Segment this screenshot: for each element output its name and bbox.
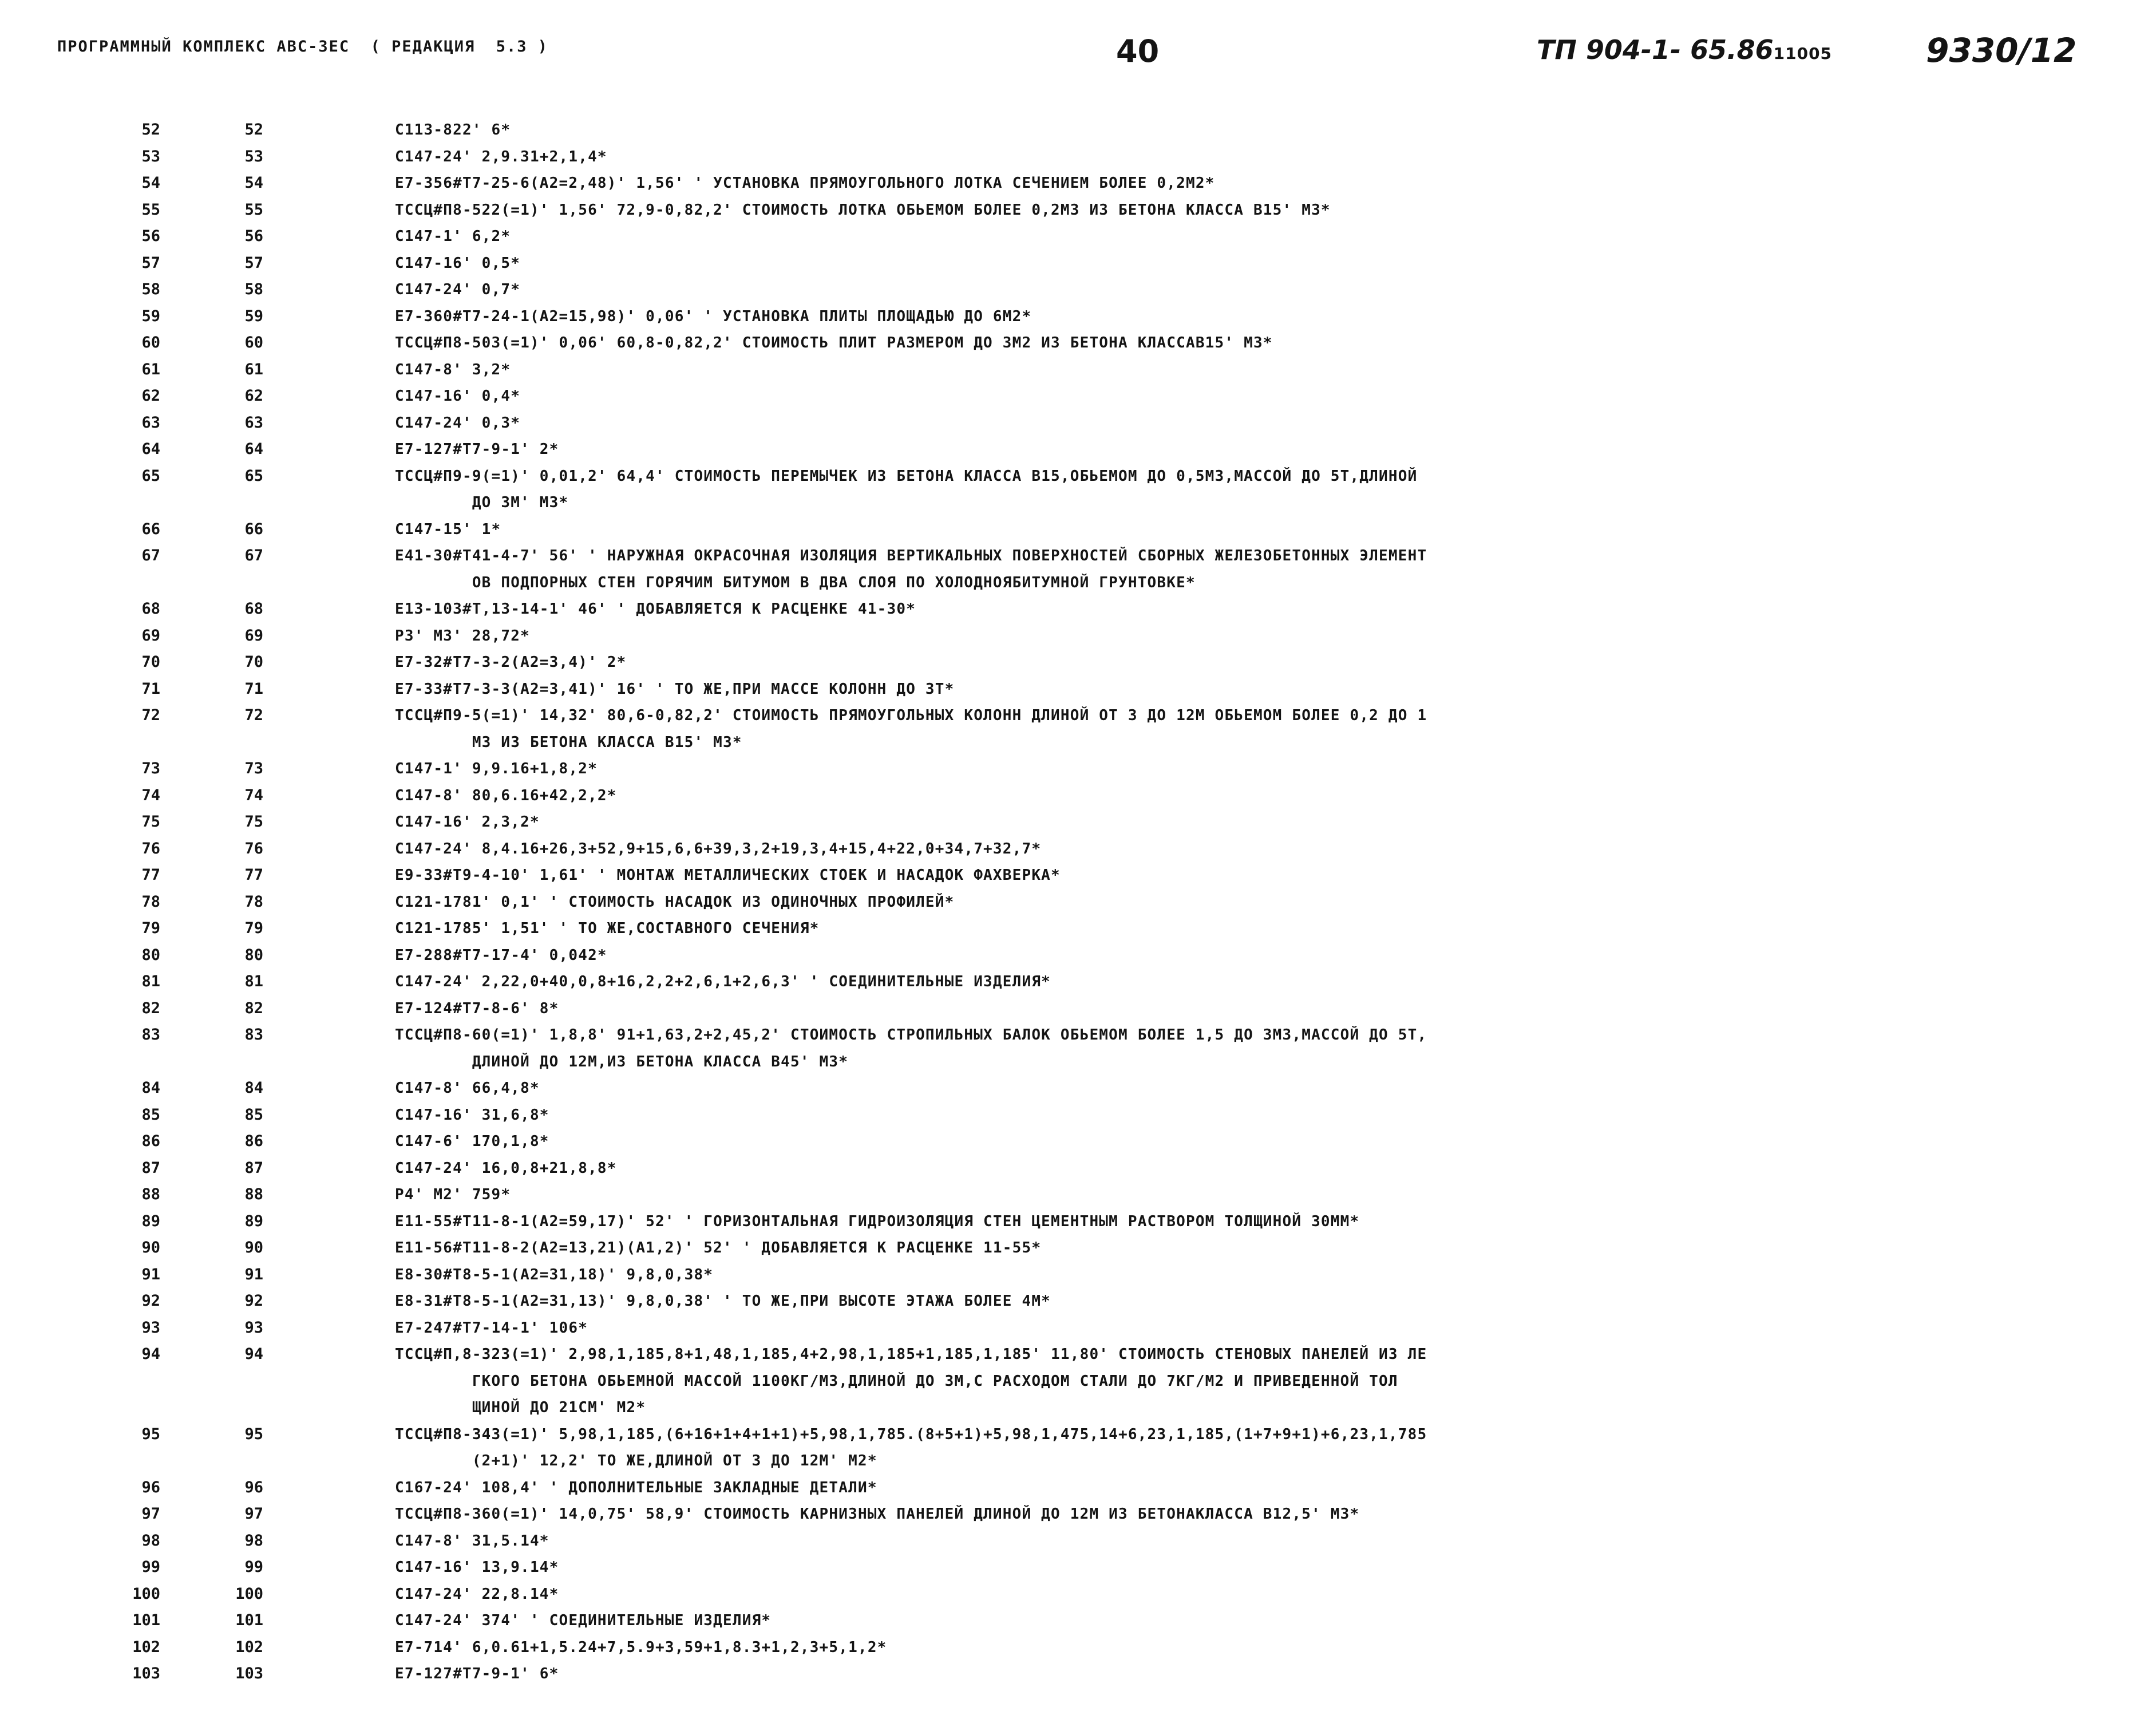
row-number: 89	[141, 1212, 160, 1230]
row-text-line: Е7-714' 6,0.61+1,5.24+7,5.9+3,59+1,8.3+1,2,3+5,1,2*	[395, 1638, 887, 1656]
row-text-line: ТССЦ#П9-9(=1)' 0,01,2' 64,4' СТОИМОСТЬ ПЕРЕМЫЧЕК ИЗ БЕТОНА КЛАССА В15,ОБЬЕМОМ ДО 0,5М3,МАССОЙ ДО 5Т,ДЛИНОЙ	[395, 467, 1418, 485]
listing-row	[0, 942, 2156, 969]
row-text	[395, 1262, 2112, 1289]
listing-row	[0, 1475, 2156, 1501]
row-seq-number: 76	[244, 839, 263, 858]
row-seq-number: 91	[244, 1265, 263, 1283]
row-text	[395, 410, 2112, 437]
row-text-line: С147-8' 3,2*	[395, 361, 511, 378]
row-seq-number: 99	[244, 1558, 263, 1576]
row-text-line: ТССЦ#П9-5(=1)' 14,32' 80,6-0,82,2' СТОИМОСТЬ ПРЯМОУГОЛЬНЫХ КОЛОНН ДЛИНОЙ ОТ 3 ДО 12М ОБЬЕМОМ БОЛЕЕ 0,2 ДО 1	[395, 707, 1427, 724]
listing-row	[0, 543, 2156, 596]
row-number: 60	[141, 334, 160, 351]
row-seq-number: 80	[244, 946, 263, 964]
listing-row	[0, 889, 2156, 916]
row-text	[395, 649, 2112, 676]
row-number: 59	[141, 307, 160, 325]
row-text	[395, 995, 2112, 1022]
row-text-line: С147-1' 6,2*	[395, 228, 511, 245]
row-text	[395, 117, 2112, 144]
row-text-line: Е7-127#Т7-9-1' 2*	[395, 441, 559, 458]
row-text	[395, 383, 2112, 410]
listing-row	[0, 1341, 2156, 1421]
row-text-line: Е8-30#Т8-5-1(А2=31,18)' 9,8,0,38*	[395, 1266, 714, 1283]
project-code-suffix: 11005	[1773, 44, 1833, 63]
listing-row	[0, 1128, 2156, 1155]
row-text-line: Е7-124#Т7-8-6' 8*	[395, 999, 559, 1017]
row-text	[395, 197, 2112, 224]
row-seq-number: 96	[244, 1478, 263, 1496]
row-number: 83	[141, 1026, 160, 1044]
row-seq-number: 85	[244, 1105, 263, 1124]
row-text	[395, 1128, 2112, 1155]
row-text-line: Р3' М3' 28,72*	[395, 627, 530, 645]
row-number: 52	[141, 121, 160, 139]
listing-row	[0, 702, 2156, 756]
row-seq-number: 78	[244, 892, 263, 911]
row-seq-number: 63	[244, 413, 263, 432]
row-text-line: ТССЦ#П8-60(=1)' 1,8,8' 91+1,63,2+2,45,2' СТОИМОСТЬ СТРОПИЛЬНЫХ БАЛОК ОБЬЕМОМ БОЛЕЕ 1,5 ДО 3М3,МАССОЙ ДО 5Т,	[395, 1026, 1427, 1044]
row-number: 91	[141, 1265, 160, 1283]
row-text-line: Е7-360#Т7-24-1(А2=15,98)' 0,06' ' УСТАНОВКА ПЛИТЫ ПЛОЩАДЬЮ ДО 6М2*	[395, 307, 1032, 325]
row-number: 57	[141, 254, 160, 272]
listing-row	[0, 995, 2156, 1022]
row-number: 100	[132, 1584, 160, 1603]
row-text-line: ДО 3М' М3*	[395, 494, 569, 511]
listing-row	[0, 197, 2156, 224]
row-text	[395, 702, 2112, 756]
row-number: 74	[141, 786, 160, 804]
listing-row	[0, 357, 2156, 384]
row-text-line: Е7-288#Т7-17-4' 0,042*	[395, 946, 607, 964]
row-seq-number: 98	[244, 1531, 263, 1550]
row-text-line: ТССЦ#П8-360(=1)' 14,0,75' 58,9' СТОИМОСТЬ КАРНИЗНЫХ ПАНЕЛЕЙ ДЛИНОЙ ДО 12М ИЗ БЕТОНАКЛАССА В12,5' М3*	[395, 1505, 1360, 1523]
row-seq-number: 82	[244, 999, 263, 1017]
row-text-line: С147-16' 2,3,2*	[395, 813, 540, 831]
row-number: 78	[141, 892, 160, 911]
row-seq-number: 94	[244, 1345, 263, 1363]
row-text-line: С147-24' 0,7*	[395, 281, 521, 298]
listing-row	[0, 223, 2156, 250]
row-text	[395, 1341, 2112, 1421]
row-seq-number: 68	[244, 600, 263, 618]
row-number: 94	[141, 1345, 160, 1363]
row-text	[395, 1475, 2112, 1501]
row-seq-number: 62	[244, 387, 263, 405]
listing-row	[0, 623, 2156, 650]
row-seq-number: 93	[244, 1318, 263, 1337]
page-number: 40	[1116, 33, 1160, 69]
row-text	[395, 676, 2112, 703]
row-text	[395, 915, 2112, 942]
row-text	[395, 1501, 2112, 1528]
row-text-line: Е7-32#Т7-3-2(А2=3,4)' 2*	[395, 654, 627, 671]
listing-row	[0, 1288, 2156, 1315]
row-number: 79	[141, 919, 160, 937]
row-text	[395, 170, 2112, 197]
row-text-line: С147-24' 16,0,8+21,8,8*	[395, 1159, 617, 1177]
row-number: 63	[141, 413, 160, 432]
row-seq-number: 59	[244, 307, 263, 325]
row-seq-number: 86	[244, 1132, 263, 1150]
listing-row	[0, 756, 2156, 783]
row-seq-number: 79	[244, 919, 263, 937]
row-text	[395, 357, 2112, 384]
listing-row	[0, 1528, 2156, 1555]
row-text-line: Р4' М2' 759*	[395, 1186, 511, 1203]
row-text	[395, 463, 2112, 516]
row-number: 58	[141, 280, 160, 298]
row-seq-number: 77	[244, 866, 263, 884]
row-seq-number: 101	[235, 1611, 263, 1629]
row-seq-number: 81	[244, 973, 263, 990]
row-seq-number: 92	[244, 1292, 263, 1310]
row-number: 95	[141, 1425, 160, 1443]
row-text	[395, 1581, 2112, 1608]
listing-row	[0, 303, 2156, 330]
listing-row	[0, 170, 2156, 197]
row-text	[395, 1528, 2112, 1555]
listing-row	[0, 1661, 2156, 1688]
row-text	[395, 1421, 2112, 1475]
row-number: 92	[141, 1292, 160, 1310]
row-number: 82	[141, 999, 160, 1017]
row-text-line: С147-24' 374' ' СОЕДИНИТЕЛЬНЫЕ ИЗДЕЛИЯ*	[395, 1612, 772, 1629]
row-text	[395, 250, 2112, 277]
row-seq-number: 100	[235, 1584, 263, 1603]
row-text	[395, 1288, 2112, 1315]
row-text-line: ТССЦ#П8-503(=1)' 0,06' 60,8-0,82,2' СТОИМОСТЬ ПЛИТ РАЗМЕРОМ ДО 3М2 ИЗ БЕТОНА КЛАССАВ15' М3*	[395, 334, 1273, 351]
row-text-line: С147-24' 8,4.16+26,3+52,9+15,6,6+39,3,2+19,3,4+15,4+22,0+34,7+32,7*	[395, 840, 1042, 858]
row-seq-number: 97	[244, 1505, 263, 1523]
row-text	[395, 623, 2112, 650]
row-seq-number: 67	[244, 547, 263, 564]
row-seq-number: 88	[244, 1186, 263, 1203]
row-text	[395, 276, 2112, 303]
row-seq-number: 74	[244, 786, 263, 804]
listing-row	[0, 1501, 2156, 1528]
row-number: 98	[141, 1531, 160, 1550]
row-text-line: С147-16' 0,5*	[395, 254, 521, 272]
listing-row	[0, 330, 2156, 357]
row-number: 75	[141, 813, 160, 831]
row-text-line: С147-1' 9,9.16+1,8,2*	[395, 760, 598, 777]
row-text-line: С147-8' 80,6.16+42,2,2*	[395, 787, 617, 804]
row-text	[395, 836, 2112, 863]
row-text-line: ДЛИНОЙ ДО 12М,ИЗ БЕТОНА КЛАССА В45' М3*	[395, 1053, 849, 1070]
row-text	[395, 223, 2112, 250]
row-number: 84	[141, 1079, 160, 1097]
listing-row	[0, 1262, 2156, 1289]
row-seq-number: 61	[244, 360, 263, 378]
row-number: 77	[141, 866, 160, 884]
row-text-line: С121-1781' 0,1' ' СТОИМОСТЬ НАСАДОК ИЗ ОДИНОЧНЫХ ПРОФИЛЕЙ*	[395, 893, 955, 911]
row-text-line: (2+1)' 12,2' ТО ЖЕ,ДЛИНОЙ ОТ 3 ДО 12М' М2*	[395, 1452, 877, 1469]
row-text-line: С147-16' 0,4*	[395, 388, 521, 405]
listing-row	[0, 516, 2156, 543]
row-seq-number: 65	[244, 467, 263, 485]
row-number: 70	[141, 653, 160, 671]
listing-row	[0, 1421, 2156, 1475]
row-text-line: Е7-356#Т7-25-6(А2=2,48)' 1,56' ' УСТАНОВКА ПРЯМОУГОЛЬНОГО ЛОТКА СЕЧЕНИЕМ БОЛЕЕ 0,2М2*	[395, 175, 1215, 192]
row-number: 71	[141, 679, 160, 698]
row-text-line: ГКОГО БЕТОНА ОБЬЕМНОЙ МАССОЙ 1100КГ/М3,ДЛИНОЙ ДО 3М,С РАСХОДОМ СТАЛИ ДО 7КГ/М2 И ПРИВЕДЕННОЙ ТОЛ	[395, 1372, 1398, 1390]
row-number: 69	[141, 626, 160, 645]
row-text-line: Е7-247#Т7-14-1' 106*	[395, 1319, 588, 1337]
row-text-line: С147-24' 22,8.14*	[395, 1585, 559, 1603]
row-text	[395, 543, 2112, 596]
listing-row	[0, 1022, 2156, 1075]
row-text	[395, 1554, 2112, 1581]
listing-row	[0, 969, 2156, 995]
row-number: 72	[141, 706, 160, 724]
listing-row	[0, 862, 2156, 889]
row-text-line: С113-822' 6*	[395, 121, 511, 139]
row-text-line: С147-15' 1*	[395, 520, 501, 538]
listing-row	[0, 144, 2156, 171]
row-number: 65	[141, 467, 160, 485]
listing-row	[0, 783, 2156, 809]
row-text	[395, 1075, 2112, 1102]
row-number: 62	[141, 387, 160, 405]
listing-row	[0, 276, 2156, 303]
row-seq-number: 102	[235, 1638, 263, 1656]
row-number: 54	[141, 174, 160, 192]
row-text-line: ТССЦ#П8-343(=1)' 5,98,1,185,(6+16+1+4+1+1)+5,98,1,785.(8+5+1)+5,98,1,475,14+6,23,1,185,(1+7+9+1)+6,23,1,785	[395, 1425, 1427, 1443]
row-text	[395, 1315, 2112, 1342]
listing-row	[0, 676, 2156, 703]
row-text-line: ОВ ПОДПОРНЫХ СТЕН ГОРЯЧИМ БИТУМОМ В ДВА СЛОЯ ПО ХОЛОДНОЯБИТУМНОЙ ГРУНТОВКЕ*	[395, 574, 1196, 591]
listing-row	[0, 1554, 2156, 1581]
row-text-line: Е13-103#Т,13-14-1' 46' ' ДОБАВЛЯЕТСЯ К РАСЦЕНКЕ 41-30*	[395, 600, 916, 618]
row-text	[395, 1661, 2112, 1688]
row-number: 101	[132, 1611, 160, 1629]
row-seq-number: 53	[244, 147, 263, 165]
row-seq-number: 95	[244, 1425, 263, 1443]
listing-row	[0, 410, 2156, 437]
row-number: 97	[141, 1505, 160, 1523]
row-text	[395, 516, 2112, 543]
row-text-line: Е11-56#Т11-8-2(А2=13,21)(А1,2)' 52' ' ДОБАВЛЯЕТСЯ К РАСЦЕНКЕ 11-55*	[395, 1239, 1042, 1256]
row-text	[395, 330, 2112, 357]
row-text-line: С121-1785' 1,51' ' ТО ЖЕ,СОСТАВНОГО СЕЧЕНИЯ*	[395, 920, 820, 937]
listing-row	[0, 250, 2156, 277]
row-text-line: Е8-31#Т8-5-1(А2=31,13)' 9,8,0,38' ' ТО ЖЕ,ПРИ ВЫСОТЕ ЭТАЖА БОЛЕЕ 4М*	[395, 1293, 1051, 1310]
listing-row	[0, 649, 2156, 676]
row-number: 81	[141, 973, 160, 990]
row-seq-number: 66	[244, 520, 263, 538]
row-seq-number: 64	[244, 440, 263, 458]
row-text	[395, 783, 2112, 809]
row-text	[395, 436, 2112, 463]
row-text	[395, 1182, 2112, 1208]
row-seq-number: 83	[244, 1026, 263, 1044]
row-number: 85	[141, 1105, 160, 1124]
listing-row	[0, 596, 2156, 623]
listing-row	[0, 836, 2156, 863]
program-title: ПРОГРАММНЫЙ КОМПЛЕКС АВС-3ЕС ( РЕДАКЦИЯ 5.3 )	[57, 38, 549, 56]
listing-row	[0, 1155, 2156, 1182]
row-number: 90	[141, 1239, 160, 1256]
row-number: 86	[141, 1132, 160, 1150]
row-text	[395, 1022, 2112, 1075]
row-text	[395, 1208, 2112, 1235]
row-text	[395, 942, 2112, 969]
row-number: 73	[141, 760, 160, 777]
project-code	[1537, 34, 1832, 65]
row-seq-number: 72	[244, 706, 263, 724]
listing-row	[0, 1607, 2156, 1634]
row-number: 103	[132, 1665, 160, 1682]
listing-row	[0, 117, 2156, 144]
row-text	[395, 862, 2112, 889]
row-number: 96	[141, 1478, 160, 1496]
listing-row	[0, 1102, 2156, 1129]
row-number: 102	[132, 1638, 160, 1656]
row-text-line: С147-8' 66,4,8*	[395, 1080, 540, 1097]
listing-row	[0, 1182, 2156, 1208]
row-number: 76	[141, 839, 160, 858]
row-number: 93	[141, 1318, 160, 1337]
row-seq-number: 75	[244, 813, 263, 831]
row-text-line: Е7-33#Т7-3-3(А2=3,41)' 16' ' ТО ЖЕ,ПРИ МАССЕ КОЛОНН ДО 3Т*	[395, 680, 955, 698]
row-number: 99	[141, 1558, 160, 1576]
row-text	[395, 889, 2112, 916]
row-seq-number: 87	[244, 1159, 263, 1177]
row-number: 68	[141, 600, 160, 618]
listing-row	[0, 809, 2156, 836]
row-text-line: ЩИНОЙ ДО 21СМ' М2*	[395, 1399, 646, 1416]
listing-row	[0, 383, 2156, 410]
row-text-line: С147-24' 2,22,0+40,0,8+16,2,2+2,6,1+2,6,3' ' СОЕДИНИТЕЛЬНЫЕ ИЗДЕЛИЯ*	[395, 973, 1051, 990]
row-number: 66	[141, 520, 160, 538]
row-text-line: Е11-55#Т11-8-1(А2=59,17)' 52' ' ГОРИЗОНТАЛЬНАЯ ГИДРОИЗОЛЯЦИЯ СТЕН ЦЕМЕНТНЫМ РАСТВОРОМ ТОЛЩИНОЙ 30ММ*	[395, 1212, 1360, 1230]
row-number: 80	[141, 946, 160, 964]
row-text	[395, 1607, 2112, 1634]
row-text	[395, 1634, 2112, 1661]
row-text-line: Е7-127#Т7-9-1' 6*	[395, 1665, 559, 1682]
row-text-line: М3 ИЗ БЕТОНА КЛАССА В15' М3*	[395, 733, 742, 751]
listing-row	[0, 1235, 2156, 1262]
row-number: 61	[141, 360, 160, 378]
listing-row	[0, 463, 2156, 516]
row-text-line: ТССЦ#П8-522(=1)' 1,56' 72,9-0,82,2' СТОИМОСТЬ ЛОТКА ОБЬЕМОМ БОЛЕЕ 0,2М3 ИЗ БЕТОНА КЛАССА В15' М3*	[395, 201, 1331, 219]
row-text-line: С147-16' 13,9.14*	[395, 1559, 559, 1576]
row-text	[395, 1102, 2112, 1129]
row-text-line: Е9-33#Т9-4-10' 1,61' ' МОНТАЖ МЕТАЛЛИЧЕСКИХ СТОЕК И НАСАДОК ФАХВЕРКА*	[395, 867, 1061, 884]
listing-row	[0, 1634, 2156, 1661]
row-seq-number: 60	[244, 334, 263, 351]
listing-row	[0, 1581, 2156, 1608]
row-seq-number: 84	[244, 1079, 263, 1097]
listing	[0, 117, 2156, 1688]
row-seq-number: 55	[244, 200, 263, 219]
row-seq-number: 57	[244, 254, 263, 272]
row-text	[395, 596, 2112, 623]
row-seq-number: 71	[244, 679, 263, 698]
row-text	[395, 1155, 2112, 1182]
row-text	[395, 144, 2112, 171]
listing-row	[0, 915, 2156, 942]
row-number: 56	[141, 227, 160, 245]
row-text	[395, 756, 2112, 783]
row-text	[395, 303, 2112, 330]
row-text-line: С167-24' 108,4' ' ДОПОЛНИТЕЛЬНЫЕ ЗАКЛАДНЫЕ ДЕТАЛИ*	[395, 1479, 877, 1496]
listing-row	[0, 1315, 2156, 1342]
row-text-line: С147-8' 31,5.14*	[395, 1532, 549, 1550]
row-seq-number: 70	[244, 653, 263, 671]
row-number: 64	[141, 440, 160, 458]
listing-row	[0, 1075, 2156, 1102]
row-seq-number: 52	[244, 121, 263, 139]
listing-row	[0, 436, 2156, 463]
row-number: 87	[141, 1159, 160, 1177]
row-seq-number: 56	[244, 227, 263, 245]
project-code-main: ТП 904-1- 65.86	[1537, 34, 1774, 65]
row-number: 53	[141, 147, 160, 165]
row-seq-number: 89	[244, 1212, 263, 1230]
page-header	[0, 33, 2156, 96]
row-seq-number: 90	[244, 1239, 263, 1256]
row-seq-number: 73	[244, 760, 263, 777]
listing-row	[0, 1208, 2156, 1235]
row-number: 55	[141, 200, 160, 219]
row-text	[395, 809, 2112, 836]
row-seq-number: 58	[244, 280, 263, 298]
row-text-line: С147-16' 31,6,8*	[395, 1106, 549, 1124]
row-text	[395, 1235, 2112, 1262]
row-text-line: Е41-30#Т41-4-7' 56' ' НАРУЖНАЯ ОКРАСОЧНАЯ ИЗОЛЯЦИЯ ВЕРТИКАЛЬНЫХ ПОВЕРХНОСТЕЙ СБОРНЫХ ЖЕЛЕЗОБЕТОННЫХ ЭЛЕМЕНТ	[395, 547, 1427, 564]
row-text-line: ТССЦ#П,8-323(=1)' 2,98,1,185,8+1,48,1,185,4+2,98,1,185+1,185,1,185' 11,80' СТОИМОСТЬ СТЕНОВЫХ ПАНЕЛЕЙ ИЗ ЛЕ	[395, 1346, 1427, 1363]
row-seq-number: 103	[235, 1665, 263, 1682]
row-seq-number: 54	[244, 174, 263, 192]
row-seq-number: 69	[244, 626, 263, 645]
row-text-line: С147-24' 0,3*	[395, 414, 521, 432]
row-number: 67	[141, 547, 160, 564]
row-text-line: С147-6' 170,1,8*	[395, 1133, 549, 1150]
row-text-line: С147-24' 2,9.31+2,1,4*	[395, 148, 607, 165]
row-text	[395, 969, 2112, 995]
sheet-number: 9330/12	[1926, 31, 2077, 70]
row-number: 88	[141, 1186, 160, 1203]
